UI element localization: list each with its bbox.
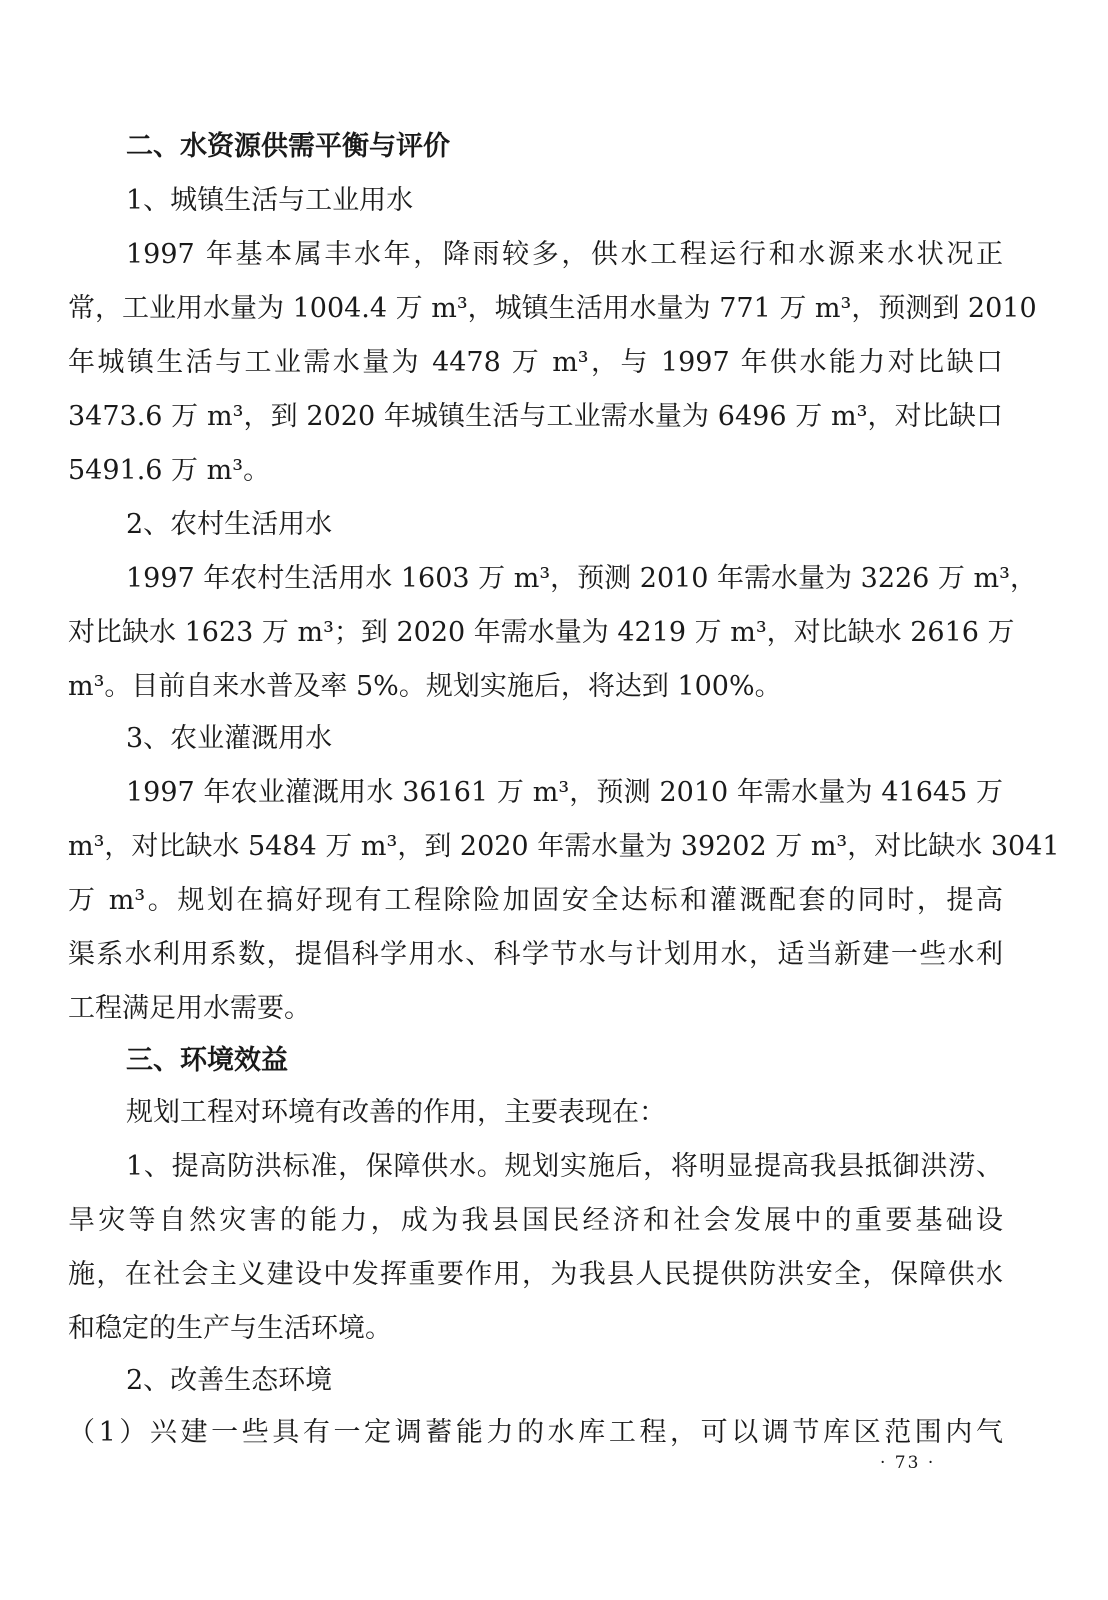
text-line: 常，工业用水量为 1004.4 万 m³，城镇生活用水量为 771 万 m³，预测到 2010 [68,293,1037,324]
text-line: 旱灾等自然灾害的能力，成为我县国民经济和社会发展中的重要基础设 [68,1205,1003,1236]
text-line: 1997 年基本属丰水年，降雨较多，供水工程运行和水源来水状况正 [126,239,1003,270]
text-line: 施，在社会主义建设中发挥重要作用，为我县人民提供防洪安全，保障供水 [68,1259,1003,1290]
section-heading-water-balance: 二、水资源供需平衡与评价 [126,131,450,162]
text-line: 万 m³。规划在搞好现有工程除险加固安全达标和灌溉配套的同时，提高 [68,885,1003,916]
text-line: 工程满足用水需要。 [68,993,311,1024]
text-line: 对比缺水 1623 万 m³；到 2020 年需水量为 4219 万 m³，对比缺水 2616 万 [68,617,1015,648]
subsection-heading-irrigation: 3、农业灌溉用水 [126,723,333,754]
section-heading-environment: 三、环境效益 [126,1045,288,1076]
subsection-heading-ecology: 2、改善生态环境 [126,1365,333,1396]
text-line: 3473.6 万 m³，到 2020 年城镇生活与工业需水量为 6496 万 m³，对比缺口 [68,401,1003,432]
text-line: 年城镇生活与工业需水量为 4478 万 m³，与 1997 年供水能力对比缺口 [68,347,1003,378]
page-number: · 73 · [880,1453,936,1473]
text-line: （1）兴建一些具有一定调蓄能力的水库工程，可以调节库区范围内气 [68,1417,1003,1448]
text-line: 1997 年农业灌溉用水 36161 万 m³，预测 2010 年需水量为 41645 万 [126,777,1003,808]
text-line: 1997 年农村生活用水 1603 万 m³，预测 2010 年需水量为 3226 万 m³， [126,563,1037,594]
text-line: 渠系水利用系数，提倡科学用水、科学节水与计划用水，适当新建一些水利 [68,939,1003,970]
text-line: 1、提高防洪标准，保障供水。规划实施后，将明显提高我县抵御洪涝、 [126,1151,1003,1182]
subsection-heading-rural-domestic: 2、农村生活用水 [126,509,333,540]
subsection-heading-urban-industrial: 1、城镇生活与工业用水 [126,185,414,216]
text-line: 和稳定的生产与生活环境。 [68,1313,392,1344]
text-line: 规划工程对环境有改善的作用，主要表现在： [126,1097,666,1128]
text-line: 5491.6 万 m³。 [68,455,271,486]
text-line: m³，对比缺水 5484 万 m³，到 2020 年需水量为 39202 万 m³，对比缺水 3041 [68,831,1060,862]
text-line: m³。目前自来水普及率 5%。规划实施后，将达到 100%。 [68,671,782,702]
